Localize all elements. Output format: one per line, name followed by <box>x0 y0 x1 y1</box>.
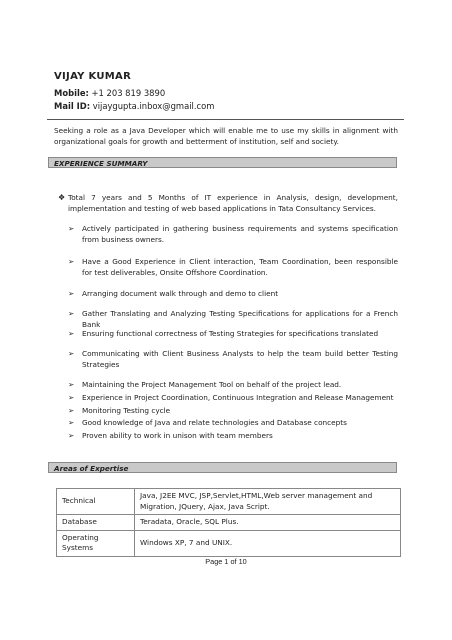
table-value-cell: Teradata, Oracle, SQL Plus. <box>135 515 401 531</box>
experience-main-bullet <box>58 192 398 214</box>
list-item <box>68 417 398 428</box>
list-item-text: Monitoring Testing cycle <box>82 406 171 415</box>
list-item <box>68 430 398 441</box>
list-item <box>68 288 398 299</box>
arrow-bullet-icon: ➢ <box>68 257 75 266</box>
arrow-bullet-icon: ➢ <box>68 393 75 402</box>
experience-main-text: Total 7 years and 5 Months of IT experience in Analysis, design, development, implementation and testing of web based applications in Tata Consultancy Services. <box>68 193 398 213</box>
list-item-text: Experience in Project Coordination, Continuous Integration and Release Management <box>82 393 394 402</box>
list-item-text: Maintaining the Project Management Tool on behalf of the project lead. <box>82 380 342 389</box>
arrow-bullet-icon: ➢ <box>68 406 75 415</box>
list-item <box>68 223 398 245</box>
list-item-text: Gather Translating and Analyzing Testing Specifications for applications for a French Bank <box>82 309 398 329</box>
list-item-text: Actively participated in gathering business requirements and systems specification from business owners. <box>82 224 398 244</box>
table-key-cell: Technical <box>57 489 135 515</box>
diamond-bullet-icon: ❖ <box>58 193 66 202</box>
mobile-label: Mobile: <box>54 88 89 98</box>
table-value-cell: Java, J2EE MVC, JSP,Servlet,HTML,Web server management and Migration, JQuery, Ajax, Java Script. <box>135 489 401 515</box>
mail-value: vijaygupta.inbox@gmail.com <box>92 101 215 111</box>
mail-label: Mail ID: <box>54 101 91 111</box>
table-row <box>57 515 401 531</box>
table-key-cell: Database <box>57 515 135 531</box>
objective-text: Seeking a role as a Java Developer which will enable me to use my skills in alignment with organizational goals for growth and betterment of institution, self and society. <box>54 126 398 146</box>
list-item-text: Communicating with Client Business Analysts to help the team build better Testing Strategies <box>82 349 398 369</box>
mail-line <box>54 101 214 111</box>
page-number: Page 1 of 10 <box>205 557 247 566</box>
mobile-value: +1 203 819 3890 <box>91 88 166 98</box>
arrow-bullet-icon: ➢ <box>68 329 75 338</box>
experience-summary-heading: EXPERIENCE SUMMARY <box>48 157 397 168</box>
candidate-name: VIJAY KUMAR <box>54 71 132 82</box>
arrow-bullet-icon: ➢ <box>68 380 75 389</box>
table-key-cell: Operating Systems <box>57 530 135 556</box>
list-item <box>68 308 398 330</box>
list-item-text: Ensuring functional correctness of Testing Strategies for specifications translated <box>82 329 379 338</box>
list-item-text: Good knowledge of Java and relate technologies and Database concepts <box>82 418 347 427</box>
mobile-line <box>54 88 165 98</box>
list-item-text: Have a Good Experience in Client interaction, Team Coordination, been responsible for test deliverables, Onsite Offshore Coordination. <box>82 257 398 277</box>
list-item <box>68 405 398 416</box>
arrow-bullet-icon: ➢ <box>68 224 75 233</box>
arrow-bullet-icon: ➢ <box>68 431 75 440</box>
arrow-bullet-icon: ➢ <box>68 289 75 298</box>
list-item <box>68 256 398 278</box>
expertise-table <box>56 488 401 557</box>
arrow-bullet-icon: ➢ <box>68 349 75 358</box>
list-item-text: Proven ability to work in unison with team members <box>82 431 273 440</box>
areas-of-expertise-heading: Areas of Expertise <box>48 462 397 473</box>
table-value-cell: Windows XP, 7 and UNIX. <box>135 530 401 556</box>
arrow-bullet-icon: ➢ <box>68 418 75 427</box>
list-item <box>68 392 398 403</box>
list-item <box>68 328 398 339</box>
list-item <box>68 379 398 390</box>
table-row <box>57 530 401 556</box>
list-item-text: Arranging document walk through and demo to client <box>82 289 279 298</box>
table-row <box>57 489 401 515</box>
header-divider <box>47 119 404 120</box>
arrow-bullet-icon: ➢ <box>68 309 75 318</box>
list-item <box>68 348 398 370</box>
